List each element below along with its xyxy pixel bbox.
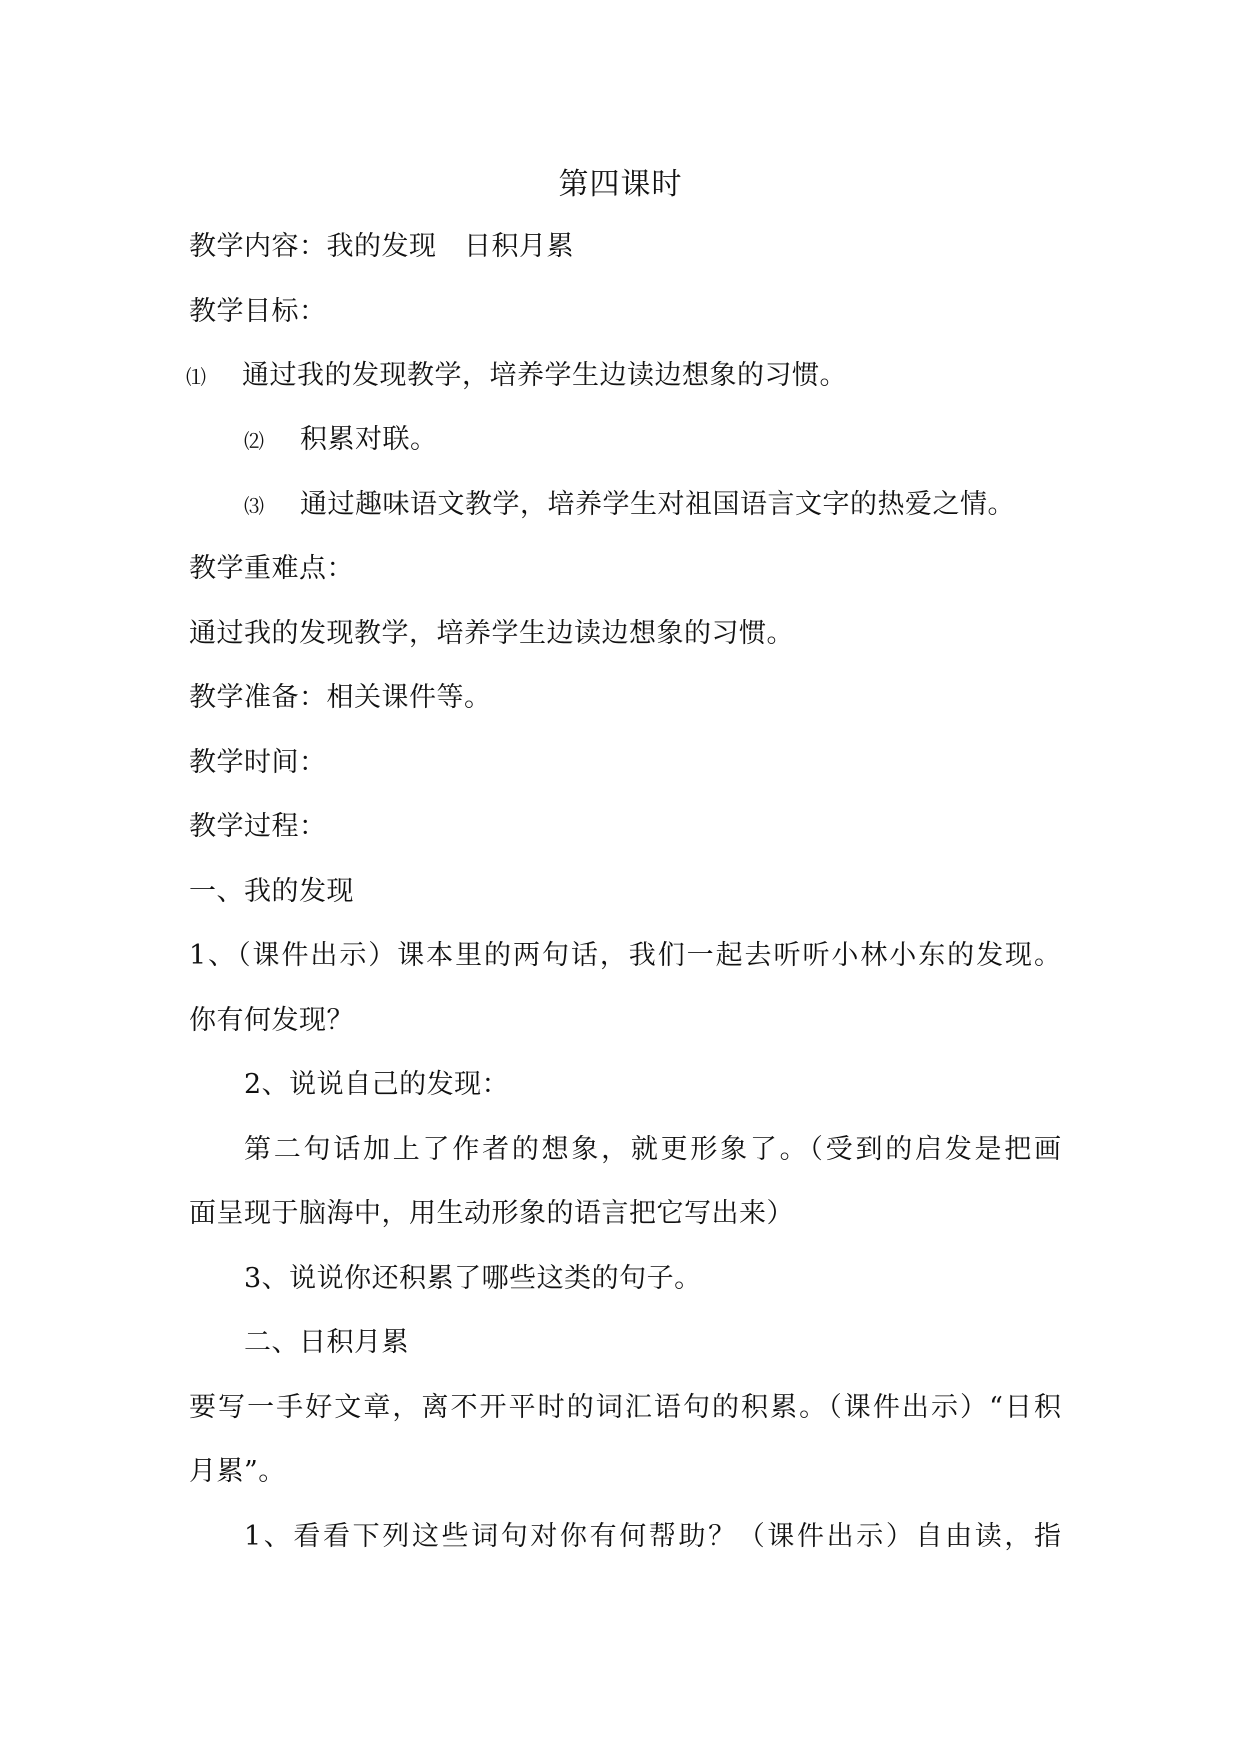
step-2-heading: 2、说说自己的发现： xyxy=(244,1069,510,1100)
goal-2-number: ⑵ xyxy=(244,429,265,453)
goal-1 xyxy=(186,358,847,395)
step-2-line-2: 面呈现于脑海中，用生动形象的语言把它写出来） xyxy=(189,1198,794,1229)
teaching-time: 教学时间： xyxy=(189,747,327,778)
teaching-process-heading: 教学过程： xyxy=(189,811,327,842)
goal-2-text: 积累对联。 xyxy=(300,424,438,455)
step-1-line-2: 你有何发现？ xyxy=(189,1005,354,1036)
step-2-line-1: 第二句话加上了作者的想象，就更形象了。（受到的启发是把画 xyxy=(244,1134,1061,1165)
lesson-title: 第四课时 xyxy=(558,167,683,202)
goal-3-text: 通过趣味语文教学，培养学生对祖国语言文字的热爱之情。 xyxy=(300,489,1015,520)
goal-3 xyxy=(244,487,1015,524)
step-3-text: 3、说说你还积累了哪些这类的句子。 xyxy=(244,1263,702,1294)
goal-1-text: 通过我的发现教学，培养学生边读边想象的习惯。 xyxy=(242,360,847,391)
step-1-line-1: 1、（课件出示）课本里的两句话，我们一起去听听小林小东的发现。 xyxy=(189,940,1061,971)
section-two-line-1: 要写一手好文章，离不开平时的词汇语句的积累。（课件出示）“日积 xyxy=(189,1392,1061,1423)
section-two-step-1: 1、看看下列这些词句对你有何帮助？（课件出示）自由读，指 xyxy=(244,1521,1061,1552)
goal-1-number: ⑴ xyxy=(186,365,207,389)
goal-3-number: ⑶ xyxy=(244,494,265,518)
section-two-line-2: 月累”。 xyxy=(189,1456,286,1487)
goal-2 xyxy=(244,422,438,459)
key-points-text: 通过我的发现教学，培养学生边读边想象的习惯。 xyxy=(189,618,794,649)
section-one-heading: 一、我的发现 xyxy=(189,876,354,907)
teaching-preparation: 教学准备：相关课件等。 xyxy=(189,682,492,713)
section-two-heading: 二、日积月累 xyxy=(244,1327,409,1358)
key-points-heading: 教学重难点： xyxy=(189,553,354,584)
teaching-goals-heading: 教学目标： xyxy=(189,296,327,327)
teaching-content: 教学内容：我的发现 日积月累 xyxy=(189,231,574,262)
